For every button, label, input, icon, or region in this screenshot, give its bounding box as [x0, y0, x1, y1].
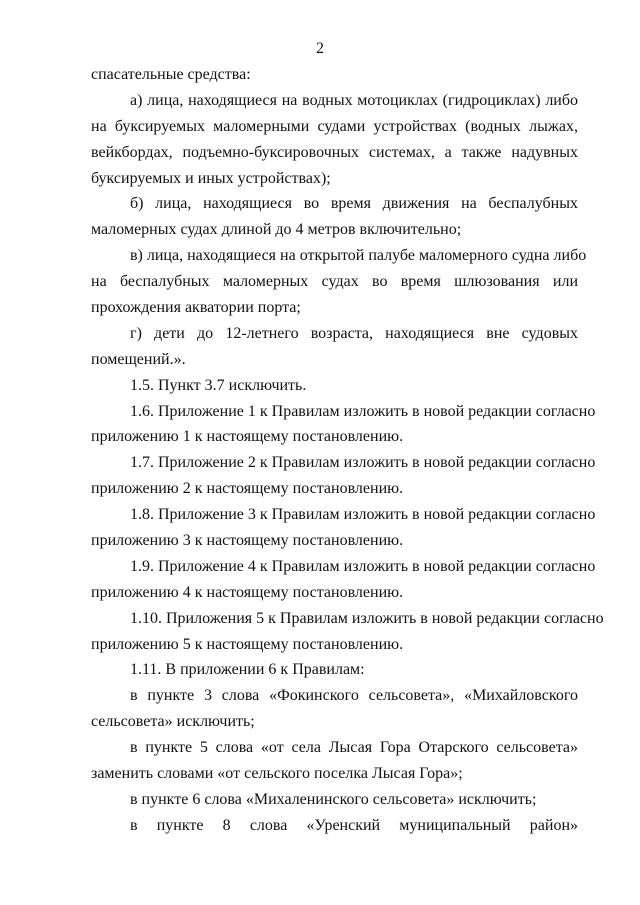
text-line: прохождения акватории порта;: [91, 299, 301, 317]
text-line: в пункте 5 слова «от села Лысая Гора Отарского сельсовета»: [130, 739, 578, 757]
text-line: на беспалубных маломерных судах во время шлюзования или: [91, 273, 578, 291]
text-line: приложению 3 к настоящему постановлению.: [91, 532, 404, 550]
text-line: 1.6. Приложение 1 к Правилам изложить в новой редакции согласно: [130, 402, 596, 420]
text-line: приложению 1 к настоящему постановлению.: [91, 428, 404, 446]
text-line: сельсовета» исключить;: [91, 713, 255, 731]
text-line: заменить словами «от сельского поселка Лысая Гора»;: [91, 765, 463, 783]
text-line: приложению 4 к настоящему постановлению.: [91, 583, 404, 601]
text-line: маломерных судах длиной до 4 метров включительно;: [91, 221, 462, 239]
text-line: в) лица, находящиеся на открытой палубе маломерного судна либо: [130, 247, 587, 265]
text-line: вейкбордах, подъемно-буксировочных системах, а также надувных: [91, 143, 578, 161]
text-line: 1.9. Приложение 4 к Правилам изложить в новой редакции согласно: [130, 557, 596, 575]
text-line: в пункте 3 слова «Фокинского сельсовета», «Михайловского: [130, 687, 578, 705]
text-line: в пункте 8 слова «Уренский муниципальный район»: [130, 816, 578, 834]
text-line: г) дети до 12-летнего возраста, находящиеся вне судовых: [130, 324, 578, 342]
text-line: 1.8. Приложение 3 к Правилам изложить в новой редакции согласно: [130, 506, 596, 524]
text-line: помещений.».: [91, 350, 186, 368]
page-number: 2: [316, 40, 324, 57]
text-line: буксируемых и иных устройствах);: [91, 169, 331, 187]
text-line: в пункте 6 слова «Михаленинского сельсовета» исключить;: [130, 790, 537, 808]
text-line: 1.7. Приложение 2 к Правилам изложить в новой редакции согласно: [130, 454, 596, 472]
text-line: на буксируемых маломерными судами устройствах (водных лыжах,: [91, 117, 578, 135]
text-line: 1.5. Пункт 3.7 исключить.: [130, 376, 307, 394]
document-body: [91, 62, 604, 839]
text-line: спасательные средства:: [91, 66, 251, 83]
text-line: б) лица, находящиеся во время движения на беспалубных: [130, 195, 578, 213]
text-line: приложению 2 к настоящему постановлению.: [91, 480, 404, 498]
text-line: 1.10. Приложения 5 к Правилам изложить в новой редакции согласно: [130, 609, 604, 627]
text-line: а) лица, находящиеся на водных мотоциклах (гидроциклах) либо: [130, 91, 578, 109]
text-line: 1.11. В приложении 6 к Правилам:: [130, 661, 365, 679]
text-line: приложению 5 к настоящему постановлению.: [91, 635, 404, 653]
